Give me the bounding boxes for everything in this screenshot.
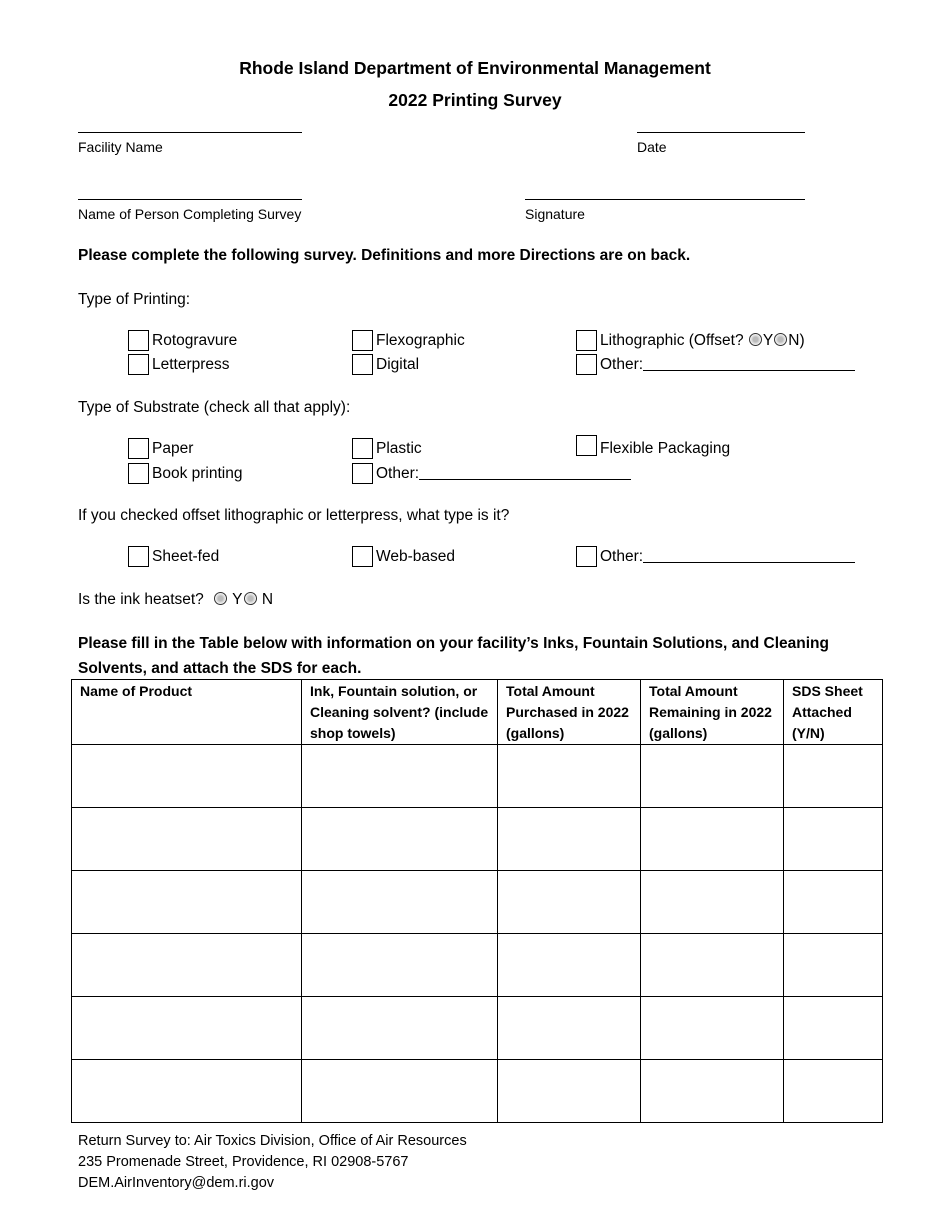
table-cell[interactable] (72, 871, 302, 934)
table-cell[interactable] (498, 745, 641, 808)
book-printing-checkbox[interactable] (128, 463, 149, 484)
flexible-packaging-label: Flexible Packaging (600, 440, 731, 457)
offset-no-radio[interactable] (774, 333, 787, 346)
col-header-amount-remaining: Total Amount Remaining in 2022 (gallons) (641, 680, 784, 745)
substrate-other-checkbox[interactable] (352, 463, 373, 484)
table-cell[interactable] (498, 934, 641, 997)
table-cell[interactable] (784, 745, 883, 808)
printing-other-label: Other: (600, 356, 644, 373)
table-cell[interactable] (498, 997, 641, 1060)
heatset-yes-radio[interactable] (214, 592, 227, 605)
date-label: Date (637, 139, 667, 155)
person-name-field[interactable] (78, 199, 302, 200)
offset-other-label: Other: (600, 548, 644, 565)
col-header-product-type: Ink, Fountain solution, or Cleaning solvent? (include shop towels) (302, 680, 498, 745)
facility-name-field[interactable] (78, 132, 302, 133)
lithographic-option (600, 331, 805, 351)
flexible-packaging-checkbox[interactable] (576, 435, 597, 456)
table-cell[interactable] (641, 934, 784, 997)
heatset-yes-label: Y (232, 591, 243, 608)
table-cell[interactable] (72, 1060, 302, 1123)
printing-other-field[interactable] (643, 355, 855, 371)
table-cell[interactable] (72, 997, 302, 1060)
offset-yes-label: Y (762, 332, 774, 349)
heatset-question: Is the ink heatset? (78, 591, 204, 608)
printing-other-option (600, 355, 855, 375)
footer-email-line: DEM.AirInventory@dem.ri.gov (78, 1175, 275, 1191)
table-cell[interactable] (784, 934, 883, 997)
facility-name-label: Facility Name (78, 139, 163, 155)
col-header-product-name: Name of Product (72, 680, 302, 745)
table-row (72, 997, 883, 1060)
person-name-label: Name of Person Completing Survey (78, 206, 302, 222)
heatset-no-label: N (261, 591, 274, 608)
signature-field[interactable] (525, 199, 805, 200)
organization-title: Rhode Island Department of Environmental Management (239, 58, 711, 78)
sheet-fed-label: Sheet-fed (152, 548, 220, 565)
table-cell[interactable] (784, 808, 883, 871)
table-row (72, 871, 883, 934)
offset-yes-radio[interactable] (749, 333, 762, 346)
table-instructions: Please fill in the Table below with information on your facility’s Inks, Fountain Solutions, and Cleaning Solvents, and attach the SDS for each. (78, 635, 829, 677)
heatset-question-row (78, 591, 273, 609)
col-header-amount-purchased: Total Amount Purchased in 2022 (gallons) (498, 680, 641, 745)
products-table (71, 679, 883, 1123)
substrate-other-label: Other: (376, 465, 420, 482)
letterpress-checkbox[interactable] (128, 354, 149, 375)
table-cell[interactable] (641, 997, 784, 1060)
table-cell[interactable] (498, 808, 641, 871)
flexographic-label: Flexographic (376, 332, 465, 349)
plastic-label: Plastic (376, 440, 422, 457)
table-cell[interactable] (641, 808, 784, 871)
paper-label: Paper (152, 440, 194, 457)
table-header-row (72, 680, 883, 745)
lithographic-checkbox[interactable] (576, 330, 597, 351)
offset-other-option (600, 547, 855, 567)
web-based-label: Web-based (376, 548, 455, 565)
letterpress-label: Letterpress (152, 356, 230, 373)
table-cell[interactable] (72, 745, 302, 808)
web-based-checkbox[interactable] (352, 546, 373, 567)
offset-no-label: N) (788, 332, 805, 349)
table-row (72, 934, 883, 997)
table-row (72, 1060, 883, 1123)
table-cell[interactable] (302, 808, 498, 871)
table-cell[interactable] (72, 808, 302, 871)
rotogravure-checkbox[interactable] (128, 330, 149, 351)
digital-label: Digital (376, 356, 420, 373)
flexographic-checkbox[interactable] (352, 330, 373, 351)
substrate-other-option (376, 464, 631, 484)
offset-other-field[interactable] (643, 547, 855, 563)
table-cell[interactable] (641, 745, 784, 808)
substrate-question: Type of Substrate (check all that apply): (78, 399, 351, 416)
heatset-no-radio[interactable] (244, 592, 257, 605)
substrate-other-field[interactable] (419, 464, 631, 480)
date-field[interactable] (637, 132, 805, 133)
offset-other-checkbox[interactable] (576, 546, 597, 567)
signature-label: Signature (525, 206, 585, 222)
col-header-sds-attached: SDS Sheet Attached (Y/N) (784, 680, 883, 745)
paper-checkbox[interactable] (128, 438, 149, 459)
digital-checkbox[interactable] (352, 354, 373, 375)
plastic-checkbox[interactable] (352, 438, 373, 459)
lithographic-label: Lithographic (Offset? (600, 332, 744, 349)
table-cell[interactable] (302, 934, 498, 997)
footer-return-line: Return Survey to: Air Toxics Division, Office of Air Resources (78, 1133, 467, 1149)
table-row (72, 808, 883, 871)
offset-type-question: If you checked offset lithographic or letterpress, what type is it? (78, 507, 510, 524)
printing-other-checkbox[interactable] (576, 354, 597, 375)
table-cell[interactable] (641, 1060, 784, 1123)
table-cell[interactable] (498, 1060, 641, 1123)
table-cell[interactable] (302, 1060, 498, 1123)
table-row (72, 745, 883, 808)
table-cell[interactable] (784, 1060, 883, 1123)
table-cell[interactable] (498, 871, 641, 934)
footer-address-line: 235 Promenade Street, Providence, RI 02908-5767 (78, 1154, 409, 1170)
instructions: Please complete the following survey. Definitions and more Directions are on back. (78, 247, 691, 264)
sheet-fed-checkbox[interactable] (128, 546, 149, 567)
rotogravure-label: Rotogravure (152, 332, 238, 349)
table-cell[interactable] (72, 934, 302, 997)
book-printing-label: Book printing (152, 465, 243, 482)
table-cell[interactable] (302, 997, 498, 1060)
survey-title: 2022 Printing Survey (388, 90, 562, 110)
table-cell[interactable] (641, 871, 784, 934)
table-cell[interactable] (302, 871, 498, 934)
printing-question: Type of Printing: (78, 291, 191, 308)
table-cell[interactable] (784, 871, 883, 934)
table-cell[interactable] (302, 745, 498, 808)
table-cell[interactable] (784, 997, 883, 1060)
